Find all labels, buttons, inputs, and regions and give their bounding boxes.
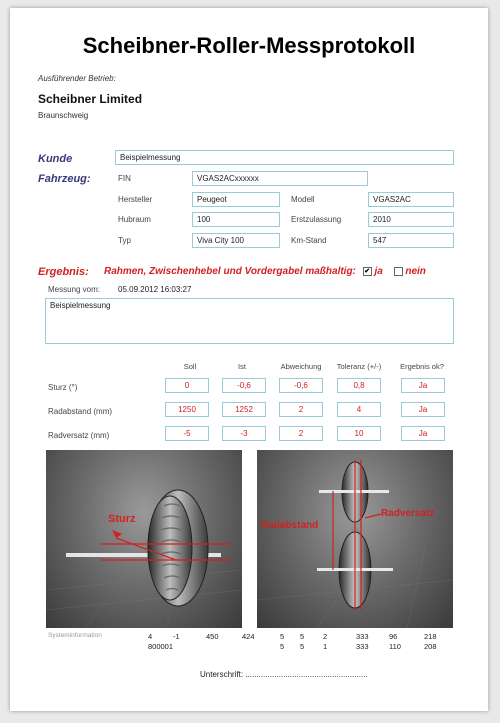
header-toleranz: Toleranz (+/-): [336, 362, 382, 371]
date-label: Messung vom:: [48, 285, 101, 294]
sturz-ist: -0,6: [222, 378, 266, 393]
sys-r1-c2: -1: [173, 632, 180, 641]
protocol-page: [10, 8, 488, 711]
sturz-image: [46, 450, 242, 628]
row-label-sturz: Sturz (°): [48, 383, 78, 392]
sys-r2-c6: 110: [389, 642, 401, 651]
sys-r2-c2: 5: [280, 642, 285, 651]
result-text: Rahmen, Zwischenhebel und Vordergabel maßhaltig:: [104, 266, 356, 277]
system-label: Systeminformation: [48, 632, 102, 639]
sys-r1-c8: 333: [356, 632, 369, 641]
radversatz-abweichung: 2: [279, 426, 323, 441]
kmstand-field[interactable]: 547: [368, 233, 454, 248]
header-ist: Ist: [238, 362, 246, 371]
sturz-toleranz: 0,8: [337, 378, 381, 393]
hersteller-label: Hersteller: [118, 195, 153, 204]
result-line: [104, 266, 426, 277]
result-label: Ergebnis:: [38, 266, 89, 278]
erstzulassung-label: Erstzulassung: [291, 215, 342, 224]
signature-line: Unterschrift: .......................................................: [200, 670, 368, 679]
radabstand-ergebnis: Ja: [401, 402, 445, 417]
radversatz-soll: -5: [165, 426, 209, 441]
header-ergebnis: Ergebnis ok?: [400, 362, 444, 371]
erstzulassung-field[interactable]: 2010: [368, 212, 454, 227]
radversatz-overlay-label: Radversatz: [381, 508, 435, 519]
sys-r1-c6: 5: [300, 632, 305, 641]
page-title: Scheibner-Roller-Messprotokoll: [82, 33, 416, 58]
sys-r1-c10: 218: [424, 632, 437, 641]
typ-label: Typ: [118, 236, 131, 245]
modell-field[interactable]: VGAS2AC: [368, 192, 454, 207]
sys-r2-c3: 5: [300, 642, 305, 651]
radabstand-image: [257, 450, 453, 628]
sys-r1-c1: 4: [148, 632, 153, 641]
sys-r1-c3: 450: [206, 632, 219, 641]
sys-r2-c1: 800001: [148, 642, 174, 651]
row-label-radabstand: Radabstand (mm): [48, 407, 113, 416]
company-city: Braunschweig: [38, 111, 89, 120]
sys-r2-c7: 208: [424, 642, 437, 651]
header-abweichung: Abweichung: [280, 362, 322, 371]
row-label-radversatz: Radversatz (mm): [48, 431, 110, 440]
modell-label: Modell: [291, 195, 315, 204]
no-checkbox[interactable]: [394, 267, 403, 276]
sys-r1-c4: 424: [242, 632, 255, 641]
sturz-soll: 0: [165, 378, 209, 393]
radabstand-toleranz: 4: [337, 402, 381, 417]
yes-checkbox[interactable]: ✔: [364, 267, 371, 275]
sys-r2-c4: 1: [323, 642, 328, 651]
notes-field[interactable]: Beispielmessung: [45, 298, 454, 344]
customer-label: Kunde: [38, 153, 73, 165]
no-label: nein: [405, 266, 426, 277]
vehicle-label: Fahrzeug:: [38, 173, 91, 185]
radversatz-toleranz: 10: [337, 426, 381, 441]
sys-r1-c7: 2: [323, 632, 328, 641]
fin-label: FIN: [118, 174, 131, 183]
kmstand-label: Km-Stand: [291, 236, 327, 245]
radabstand-soll: 1250: [165, 402, 209, 417]
radabstand-illustration: [257, 450, 453, 628]
yes-label: ja: [374, 266, 383, 277]
hersteller-field[interactable]: Peugeot: [192, 192, 280, 207]
sturz-abweichung: -0,6: [279, 378, 323, 393]
date-value: 05.09.2012 16:03:27: [118, 285, 192, 294]
fin-field[interactable]: VGAS2ACxxxxxx: [192, 171, 368, 186]
sturz-ergebnis: Ja: [401, 378, 445, 393]
sturz-illustration: [46, 450, 242, 628]
executor-label: Ausführender Betrieb:: [38, 74, 116, 83]
sys-r2-c5: 333: [356, 642, 369, 651]
sys-r1-c5: 5: [280, 632, 285, 641]
hubraum-label: Hubraum: [118, 215, 151, 224]
radabstand-ist: 1252: [222, 402, 266, 417]
arrow-icon: [112, 530, 122, 538]
sys-r1-c9: 96: [389, 632, 398, 641]
radversatz-ist: -3: [222, 426, 266, 441]
hubraum-field[interactable]: 100: [192, 212, 280, 227]
company-name: Scheibner Limited: [38, 92, 143, 106]
typ-field[interactable]: Viva City 100: [192, 233, 280, 248]
radabstand-abweichung: 2: [279, 402, 323, 417]
customer-field[interactable]: Beispielmessung: [115, 150, 454, 165]
header-soll: Soll: [183, 362, 197, 371]
radversatz-ergebnis: Ja: [401, 426, 445, 441]
sturz-overlay-label: Sturz: [108, 513, 136, 525]
radabstand-overlay-label: Radabstand: [261, 520, 319, 531]
